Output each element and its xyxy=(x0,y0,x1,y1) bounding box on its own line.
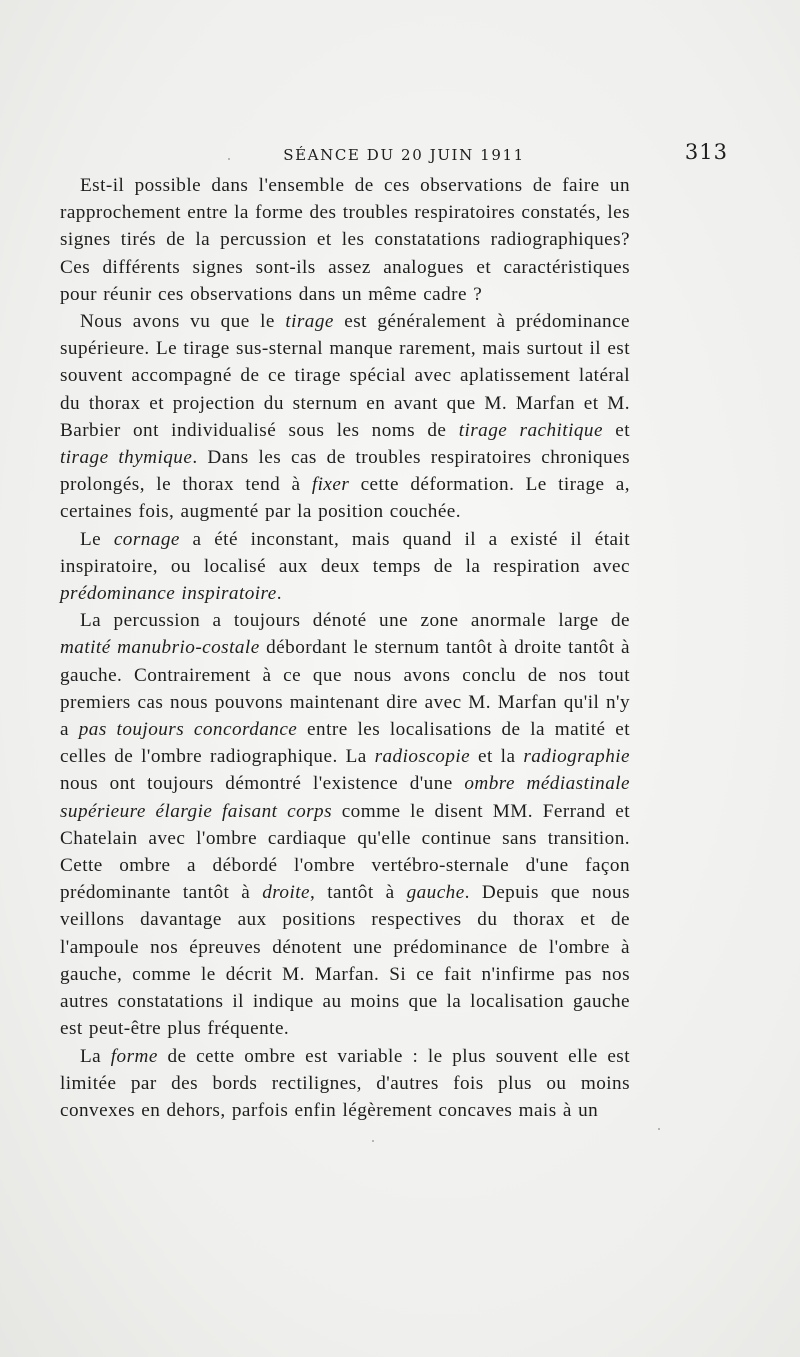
paragraph-5 xyxy=(60,1043,630,1125)
text-run: comme le disent MM. Ferrand et Chatelain avec l'ombre cardiaque qu'elle continue sans transition. Cette ombre a débordé l'ombre vertébro-sternale d'une façon prédominante tantôt à xyxy=(60,800,630,904)
running-head: SÉANCE DU 20 JUIN 1911 xyxy=(283,146,525,164)
paper-speck xyxy=(228,158,230,160)
text-run: entre les localisations de la matité et celles de l'ombre radiographique. La xyxy=(60,719,630,768)
text-run: . Dans les cas de troubles respiratoires chroniques prolongés, le thorax tend à xyxy=(60,447,630,496)
text-run: Le xyxy=(80,528,114,550)
text-run: est généralement à prédominance supérieure. Le tirage sus-sternal manque rarement, mais surtout il est souvent accompagné de ce tirage spécial avec aplatissement latéral du thorax et projection du sternum en avant que M. Marfan et M. Barbier ont individualisé sous les noms de xyxy=(60,311,631,441)
italic-text: fixer xyxy=(311,474,350,496)
text-run: a été inconstant, mais quand il a existé il était inspiratoire, ou localisé aux deux temps de la respiration avec xyxy=(60,528,630,577)
italic-text: radioscopie xyxy=(374,746,471,768)
text-run: , tantôt à xyxy=(310,882,407,904)
italic-text: droite xyxy=(262,882,311,904)
text-run: Nous avons vu que le xyxy=(80,311,286,333)
italic-text: ombre médiastinale supérieure élargie faisant corps xyxy=(60,773,630,822)
italic-text: tirage rachitique xyxy=(458,419,603,441)
text-run: et xyxy=(602,419,630,441)
italic-text: gauche xyxy=(406,882,465,904)
text-run: de cette ombre est variable : le plus souvent elle est limitée par des bords rectilignes, d'autres fois plus ou moins convexes en dehors, parfois enfin légèrement concaves mais à un xyxy=(60,1045,630,1121)
text-run: La percussion a toujours dénoté une zone anormale large de xyxy=(80,610,630,632)
paragraph-3 xyxy=(60,526,630,608)
text-run: . xyxy=(276,583,282,605)
paper-speck xyxy=(372,1140,374,1142)
text-run: nous ont toujours démontré l'existence d'une xyxy=(60,773,465,795)
italic-text: prédominance inspiratoire xyxy=(60,583,277,605)
text-run: cette déformation. Le tirage a, certaines fois, augmenté par la position couchée. xyxy=(60,474,630,523)
text-run: débordant le sternum tantôt à droite tantôt à gauche. Contrairement à ce que nous avons conclu de nos tout premiers cas nous pouvons maintenant dire avec M. Marfan qu'il n'y a xyxy=(60,637,630,741)
paper-speck xyxy=(658,1128,660,1130)
italic-text: tirage thymique xyxy=(60,447,193,469)
body-text xyxy=(60,172,630,1124)
paragraph-2 xyxy=(60,308,630,526)
page-header xyxy=(60,140,728,170)
italic-text: cornage xyxy=(113,528,180,550)
text-run: et la xyxy=(470,746,524,768)
paragraph-1 xyxy=(60,172,630,308)
italic-text: forme xyxy=(110,1045,158,1067)
italic-text: matité manubrio-costale xyxy=(60,637,260,659)
italic-text: radiographie xyxy=(523,746,630,768)
text-run: . Depuis que nous veillons davantage aux positions respectives du thorax et de l'ampoule nos épreuves dénotent une prédominance de l'ombre à gauche, comme le décrit M. Marfan. Si ce fait n'infirme pas nos autres constatations il indique au moins que la localisation gauche est peut-être plus fréquente. xyxy=(60,882,631,1040)
text-run: La xyxy=(80,1045,111,1067)
paragraph-4 xyxy=(60,607,630,1042)
page-number: 313 xyxy=(684,140,728,164)
italic-text: pas toujours concordance xyxy=(78,719,298,741)
text-run: Est-il possible dans l'ensemble de ces observations de faire un rapprochement entre la forme des troubles respiratoires constatés, les signes tirés de la percussion et les constatations radiographiques? Ces différents signes sont-ils assez analogues et caractéristiques pour réunir ces observations dans un même cadre ? xyxy=(60,175,630,305)
italic-text: tirage xyxy=(285,311,334,333)
